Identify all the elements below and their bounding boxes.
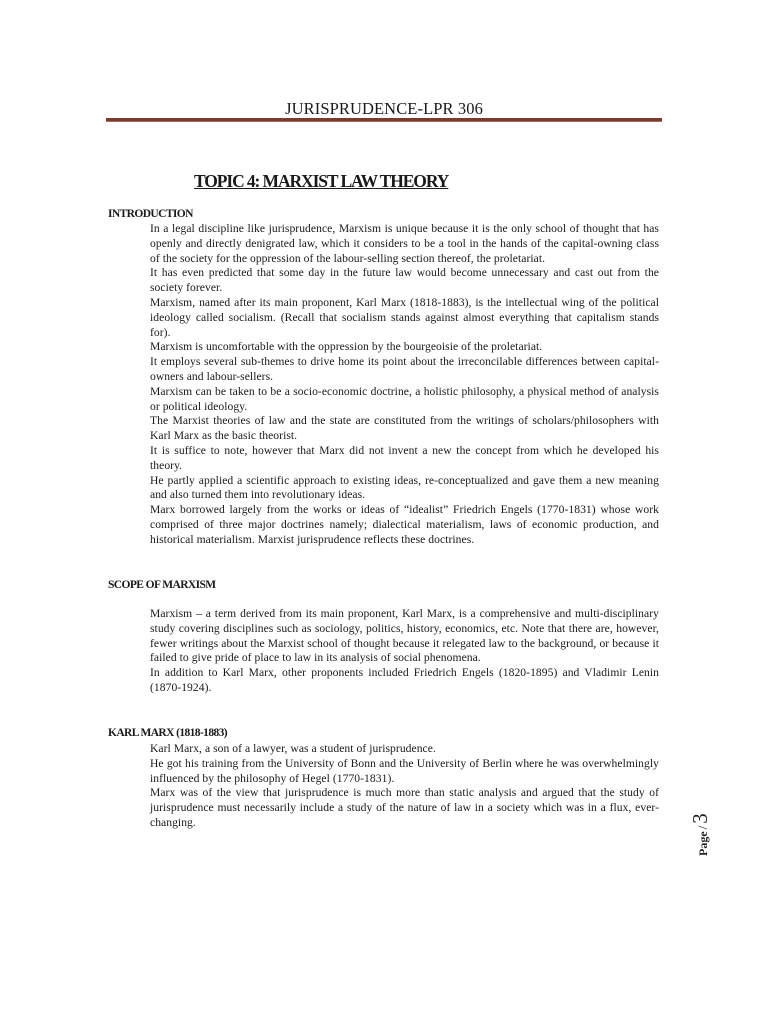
- section-introduction-body: [150, 222, 659, 548]
- section-heading-introduction: INTRODUCTION: [108, 208, 193, 220]
- page-word: Page: [696, 831, 710, 856]
- paragraph: Karl Marx, a son of a lawyer, was a student of jurisprudence.: [150, 742, 436, 755]
- paragraph: Marxism – a term derived from its main proponent, Karl Marx, is a comprehensive and multi-disciplinary study covering disciplines such as sociology, politics, history, economics, etc. Note that there are, however, fewer writings about the Marxist school of thought because it relegated law to the background, or because it failed to give pride of place to law in its analysis of social phenomena.: [150, 607, 659, 665]
- section-scope-body: [150, 607, 659, 696]
- topic-title: TOPIC 4: MARXIST LAW THEORY: [194, 171, 449, 191]
- document-header-title: JURISPRUDENCE-LPR 306: [285, 99, 483, 118]
- page-number: 3: [688, 813, 712, 824]
- paragraph: Marxism is uncomfortable with the oppression by the bourgeoisie of the proletariat.: [150, 340, 543, 354]
- paragraph: Marxism can be taken to be a socio-economic doctrine, a holistic philosophy, a physical method of analysis or political ideology.: [150, 384, 659, 413]
- section-heading-scope: SCOPE OF MARXISM: [108, 579, 216, 591]
- section-heading-karl-marx: KARL MARX (1818-1883): [108, 727, 227, 739]
- page-number-label: [680, 800, 720, 860]
- paragraph: In a legal discipline like jurisprudence, Marxism is unique because it is the only school of thought that has openly and directly denigrated law, which it considers to be a tool in the hands of the capital-owning class of the society for the oppression of the labour-selling section thereof, the proletariat.: [150, 222, 659, 265]
- section-karl-marx-body: [150, 742, 659, 831]
- paragraph: It has even predicted that some day in the future law would become unnecessary and cast out from the society forever.: [150, 266, 659, 295]
- paragraph: Marxism, named after its main proponent, Karl Marx (1818-1883), is the intellectual wing of the political ideology called socialism. (Recall that socialism stands against almost everything that capitalism stands for).: [150, 295, 659, 339]
- paragraph: In addition to Karl Marx, other proponents included Friedrich Engels (1820-1895) and Vladimir Lenin (1870-1924).: [150, 666, 659, 694]
- paragraph: It employs several sub-themes to drive home its point about the irreconcilable differences between capital-owners and labour-sellers.: [150, 355, 659, 383]
- paragraph: Marx borrowed largely from the works or ideas of “idealist” Friedrich Engels (1770-1831) whose work comprised of three major doctrines namely; dialectical materialism, laws of economic production, and historical materialism. Marxist jurisprudence reflects these doctrines.: [150, 503, 659, 546]
- paragraph: It is suffice to note, however that Marx did not invent a new the concept from which he developed his theory.: [150, 443, 659, 472]
- page-separator: /: [695, 825, 710, 830]
- paragraph: The Marxist theories of law and the state are constituted from the writings of scholars/philosophers with Karl Marx as the basic theorist.: [150, 414, 659, 443]
- paragraph: Marx was of the view that jurisprudence is much more than static analysis and argued that the study of jurisprudence must necessarily include a study of the nature of law in a society which was in a flux, ever-changing.: [150, 786, 659, 829]
- header-divider: [106, 118, 662, 122]
- paragraph: He got his training from the University of Bonn and the University of Berlin where he was overwhelmingly influenced by the philosophy of Hegel (1770-1831).: [150, 756, 659, 785]
- paragraph: He partly applied a scientific approach to existing ideas, re-conceptualized and gave them a new meaning and also turned them into revolutionary ideas.: [150, 473, 659, 502]
